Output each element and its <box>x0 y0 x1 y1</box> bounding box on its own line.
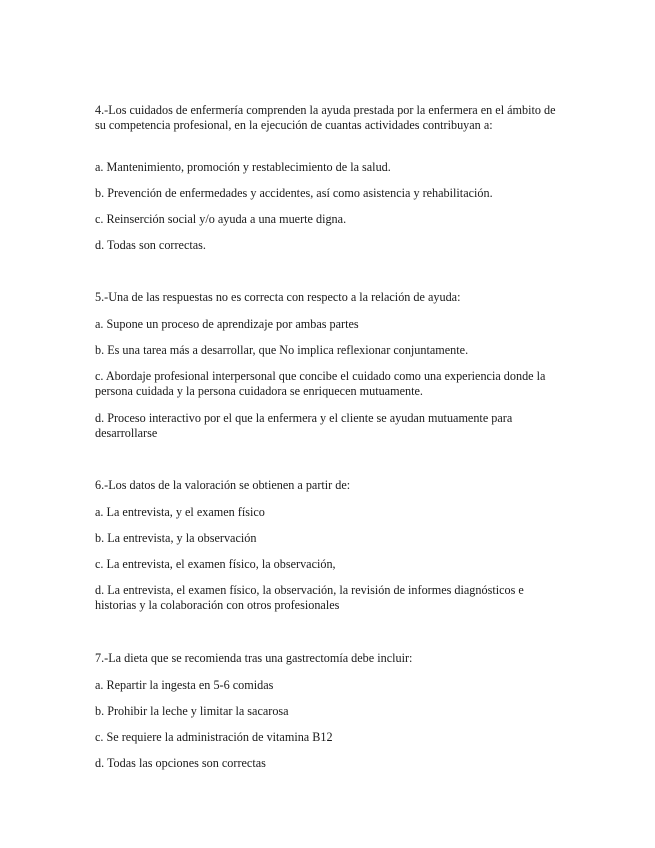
question-6-option-b: b. La entrevista, y la observación <box>95 531 257 545</box>
question-5-option-a: a. Supone un proceso de aprendizaje por ambas partes <box>95 317 359 331</box>
question-4-stem: 4.-Los cuidados de enfermería comprenden la ayuda prestada por la enfermera en el ámbito de su competencia profesional, en la ejecución de cuantas actividades contribuyan a: <box>95 103 556 132</box>
question-7-option-b: b. Prohibir la leche y limitar la sacarosa <box>95 704 289 718</box>
question-4-option-a: a. Mantenimiento, promoción y restablecimiento de la salud. <box>95 160 391 174</box>
question-4-option-c: c. Reinserción social y/o ayuda a una muerte digna. <box>95 212 347 226</box>
question-6-option-c: c. La entrevista, el examen físico, la observación, <box>95 557 336 571</box>
question-5-option-c: c. Abordaje profesional interpersonal que concibe el cuidado como una experiencia donde la persona cuidada y la persona cuidadora se enriquecen mutuamente. <box>95 369 546 398</box>
question-5-option-d: d. Proceso interactivo por el que la enfermera y el cliente se ayudan mutuamente para desarrollarse <box>95 411 513 440</box>
question-4-option-d: d. Todas son correctas. <box>95 238 206 252</box>
question-6-stem: 6.-Los datos de la valoración se obtienen a partir de: <box>95 478 351 492</box>
question-5-option-b: b. Es una tarea más a desarrollar, que No implica reflexionar conjuntamente. <box>95 343 469 357</box>
question-4-option-b: b. Prevención de enfermedades y accidentes, así como asistencia y rehabilitación. <box>95 186 493 200</box>
question-5-stem: 5.-Una de las respuestas no es correcta con respecto a la relación de ayuda: <box>95 290 461 304</box>
question-6-option-d: d. La entrevista, el examen físico, la observación, la revisión de informes diagnósticos e historias y la colaboración con otros profesionales <box>95 583 524 612</box>
question-7-option-a: a. Repartir la ingesta en 5-6 comidas <box>95 678 274 692</box>
question-7-option-d: d. Todas las opciones son correctas <box>95 756 266 770</box>
question-7-option-c: c. Se requiere la administración de vitamina B12 <box>95 730 333 744</box>
question-6-option-a: a. La entrevista, y el examen físico <box>95 505 265 519</box>
question-7-stem: 7.-La dieta que se recomienda tras una gastrectomía debe incluir: <box>95 651 413 665</box>
